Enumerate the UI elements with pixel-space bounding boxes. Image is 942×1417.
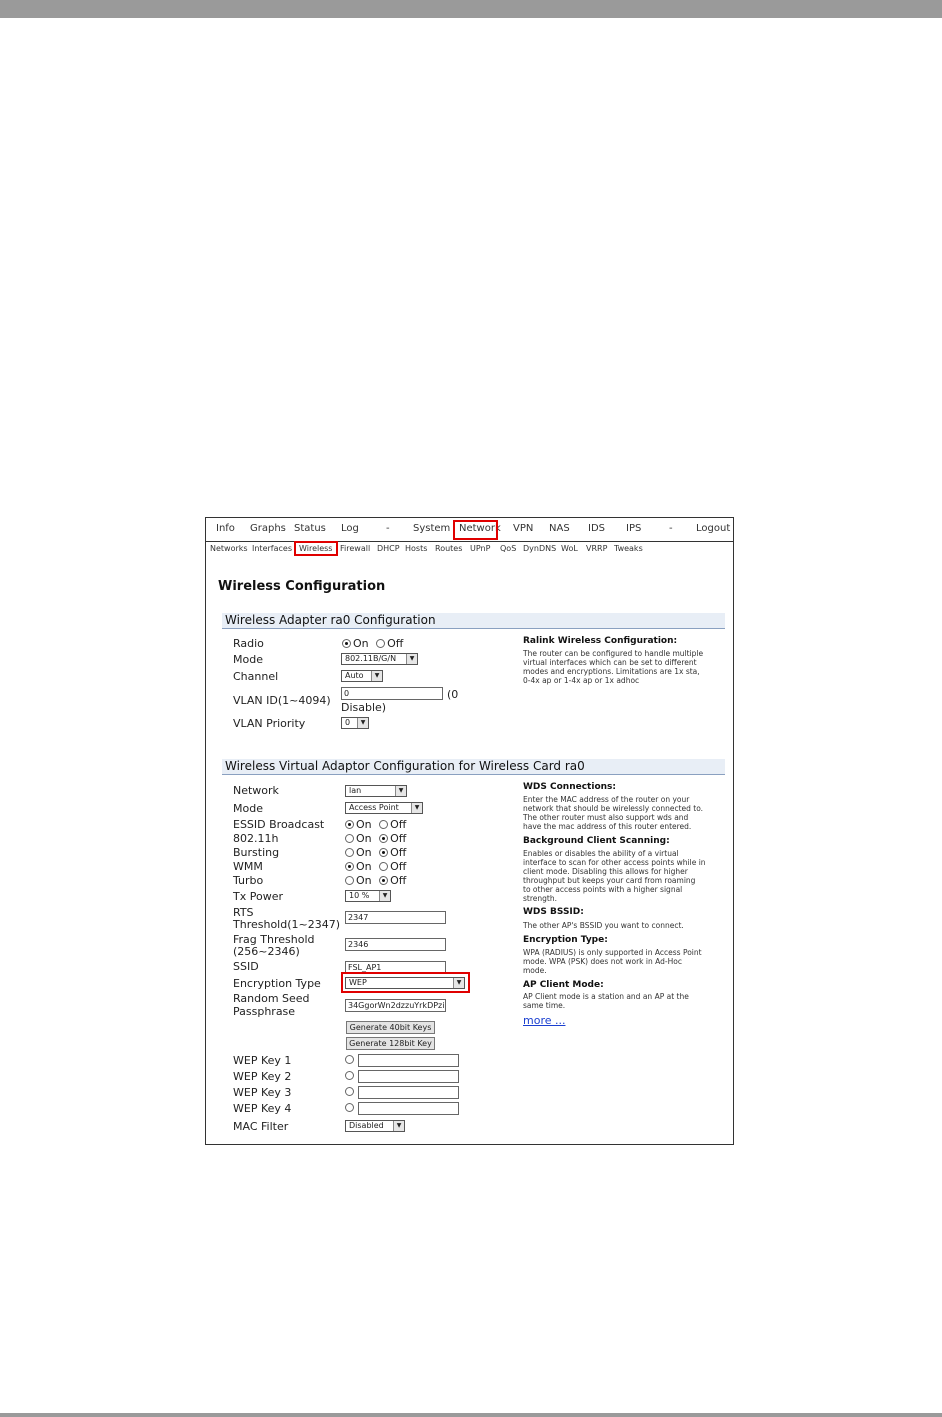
frag-input[interactable]: 2346 bbox=[345, 938, 446, 951]
subnav-wireless[interactable]: Wireless bbox=[299, 544, 333, 553]
network-highlight-box bbox=[453, 520, 498, 540]
radio-on-label: On bbox=[353, 637, 369, 650]
vlan-priority-value: 0 bbox=[345, 718, 351, 727]
frag-label-range: (256~2346) bbox=[233, 945, 300, 958]
nav-separator: - bbox=[669, 523, 673, 534]
wep-key-3-radio bbox=[345, 1086, 356, 1098]
document-header-bar bbox=[0, 0, 942, 18]
encryption-help-title: Encryption Type: bbox=[523, 935, 608, 945]
wep-key-1-input[interactable] bbox=[358, 1054, 459, 1067]
adapter-section-header bbox=[222, 613, 725, 629]
chevron-down-icon: ▼ bbox=[406, 654, 417, 664]
vlan-id-input[interactable]: 0 bbox=[341, 687, 443, 700]
rts-input[interactable]: 2347 bbox=[345, 911, 446, 924]
ssid-label: SSID bbox=[233, 960, 259, 973]
subnav-wol[interactable]: WoL bbox=[561, 544, 578, 553]
nav-ips[interactable]: IPS bbox=[626, 523, 642, 534]
encryption-type-value: WEP bbox=[349, 978, 367, 987]
subnav-routes[interactable]: Routes bbox=[435, 544, 463, 553]
bg-scanning-help-text: Enables or disables the ability of a virtual interface to scan for other access points while in client mode. Disabling this allows for higher throughput but keeps your card from roaming to other access points with a higher signal strength. bbox=[523, 849, 706, 903]
wmm-on-button[interactable] bbox=[345, 862, 354, 871]
vlan-id-label: VLAN ID(1~4094) bbox=[233, 694, 331, 707]
wds-bssid-help-text: The other AP's BSSID you want to connect. bbox=[523, 921, 684, 930]
generate-40bit-keys-button[interactable]: Generate 40bit Keys bbox=[346, 1021, 435, 1034]
chevron-down-icon: ▼ bbox=[371, 671, 382, 681]
turbo-label: Turbo bbox=[233, 874, 264, 887]
chevron-down-icon: ▼ bbox=[411, 803, 422, 813]
nav-status[interactable]: Status bbox=[294, 523, 326, 534]
nav-vpn[interactable]: VPN bbox=[513, 523, 534, 534]
bursting-radio-group: On Off bbox=[345, 847, 406, 859]
essid-label: ESSID Broadcast bbox=[233, 818, 325, 831]
nav-logout[interactable]: Logout bbox=[696, 523, 731, 534]
wep-key-3-label: WEP Key 3 bbox=[233, 1086, 292, 1099]
bursting-off-button[interactable] bbox=[379, 848, 388, 857]
wep-key-4-select-radio[interactable] bbox=[345, 1103, 354, 1112]
subnav-hosts[interactable]: Hosts bbox=[405, 544, 428, 553]
radio-label: Radio bbox=[233, 637, 264, 650]
channel-select[interactable] bbox=[341, 670, 383, 682]
subnav-dhcp[interactable]: DHCP bbox=[377, 544, 400, 553]
wep-key-4-label: WEP Key 4 bbox=[233, 1102, 292, 1115]
n80211h-on-button[interactable] bbox=[345, 834, 354, 843]
channel-label: Channel bbox=[233, 670, 279, 683]
router-web-ui bbox=[205, 517, 734, 1145]
wep-key-1-radio bbox=[345, 1054, 356, 1066]
passphrase-input[interactable]: 34GgorWn2dzzuYrkDPzi bbox=[345, 999, 446, 1012]
txpower-label: Tx Power bbox=[233, 890, 283, 903]
adapter-section-title: Wireless Adapter ra0 Configuration bbox=[225, 613, 436, 627]
seed-label-2: Passphrase bbox=[233, 1005, 296, 1018]
radio-group bbox=[342, 638, 403, 650]
nav-log[interactable]: Log bbox=[341, 523, 359, 534]
radio-off-label: Off bbox=[387, 637, 404, 650]
n80211h-off-button[interactable] bbox=[379, 834, 388, 843]
essid-off-button[interactable] bbox=[379, 820, 388, 829]
ap-client-help-text: AP Client mode is a station and an AP at the same time. bbox=[523, 992, 689, 1010]
frag-label: Frag Threshold bbox=[233, 933, 315, 946]
more-link[interactable]: more ... bbox=[523, 1014, 566, 1027]
mode-label: Mode bbox=[233, 653, 263, 666]
wep-key-4-radio bbox=[345, 1102, 356, 1114]
chevron-down-icon: ▼ bbox=[379, 891, 390, 901]
nav-separator: - bbox=[386, 523, 390, 534]
sub-nav bbox=[206, 541, 733, 557]
bursting-label: Bursting bbox=[233, 846, 280, 859]
n80211h-label: 802.11h bbox=[233, 832, 279, 845]
txpower-select-value: 10 % bbox=[349, 891, 370, 900]
encryption-highlight-box bbox=[341, 972, 470, 993]
chevron-down-icon: ▼ bbox=[395, 786, 406, 796]
nav-ids[interactable]: IDS bbox=[588, 523, 605, 534]
wmm-off-button[interactable] bbox=[379, 862, 388, 871]
turbo-on-button[interactable] bbox=[345, 876, 354, 885]
wireless-highlight-box bbox=[294, 541, 338, 556]
ralink-help-title: Ralink Wireless Configuration: bbox=[523, 636, 678, 646]
channel-select-value: Auto bbox=[345, 671, 364, 680]
chevron-down-icon: ▼ bbox=[357, 718, 368, 728]
subnav-qos[interactable]: QoS bbox=[500, 544, 517, 553]
turbo-radio-group: On Off bbox=[345, 875, 406, 887]
bg-scanning-help-title: Background Client Scanning: bbox=[523, 836, 670, 846]
radio-off-button[interactable] bbox=[376, 639, 385, 648]
vmode-select-value: Access Point bbox=[349, 803, 399, 812]
essid-on-button[interactable] bbox=[345, 820, 354, 829]
wep-key-3-input[interactable] bbox=[358, 1086, 459, 1099]
chevron-down-icon: ▼ bbox=[453, 978, 464, 988]
wep-key-1-label: WEP Key 1 bbox=[233, 1054, 292, 1067]
ssid-input[interactable]: FSL_AP1 bbox=[345, 961, 446, 974]
rts-label: RTS bbox=[233, 906, 254, 919]
mac-filter-value: Disabled bbox=[349, 1121, 384, 1130]
subnav-interfaces[interactable]: Interfaces bbox=[252, 544, 292, 553]
chevron-down-icon: ▼ bbox=[393, 1121, 404, 1131]
radio-on-button[interactable] bbox=[342, 639, 351, 648]
subnav-networks[interactable]: Networks bbox=[210, 544, 248, 553]
n80211h-radio-group: On Off bbox=[345, 833, 406, 845]
network-label: Network bbox=[233, 784, 279, 797]
bursting-on-button[interactable] bbox=[345, 848, 354, 857]
mac-filter-select[interactable] bbox=[345, 1120, 405, 1132]
wmm-radio-group: On Off bbox=[345, 861, 406, 873]
encryption-type-label: Encryption Type bbox=[233, 977, 321, 990]
wep-key-4-input[interactable] bbox=[358, 1102, 459, 1115]
vlan-priority-label: VLAN Priority bbox=[233, 717, 306, 730]
wep-key-2-select-radio[interactable] bbox=[345, 1071, 354, 1080]
document-footer-bar bbox=[0, 1413, 942, 1417]
mode-select[interactable] bbox=[341, 653, 418, 665]
wep-key-3-select-radio[interactable] bbox=[345, 1087, 354, 1096]
seed-label: Random Seed bbox=[233, 992, 310, 1005]
nav-nas[interactable]: NAS bbox=[549, 523, 570, 534]
vlan-id-hint: (0 bbox=[447, 688, 459, 701]
subnav-firewall[interactable]: Firewall bbox=[340, 544, 371, 553]
nav-graphs[interactable]: Graphs bbox=[250, 523, 286, 534]
subnav-dyndns[interactable]: DynDNS bbox=[523, 544, 557, 553]
wep-key-2-label: WEP Key 2 bbox=[233, 1070, 292, 1083]
subnav-tweaks[interactable]: Tweaks bbox=[614, 544, 643, 553]
encryption-help-text: WPA (RADIUS) is only supported in Access Point mode. WPA (PSK) does not work in Ad-Hoc mode. bbox=[523, 948, 702, 975]
virtual-section-header bbox=[222, 759, 725, 775]
turbo-off-button[interactable] bbox=[379, 876, 388, 885]
page-title: Wireless Configuration bbox=[218, 579, 386, 594]
vmode-label: Mode bbox=[233, 802, 263, 815]
wds-connections-help-title: WDS Connections: bbox=[523, 782, 616, 792]
wmm-label: WMM bbox=[233, 860, 263, 873]
rts-label-range: Threshold(1~2347) bbox=[233, 918, 341, 931]
nav-system[interactable]: System bbox=[413, 523, 451, 534]
subnav-upnp[interactable]: UPnP bbox=[470, 544, 491, 553]
wds-connections-help-text: Enter the MAC address of the router on your network that should be wirelessly connected to. The other router must also support wds and have the mac address of this router entered. bbox=[523, 795, 704, 831]
network-select-value: lan bbox=[349, 786, 362, 795]
mode-select-value: 802.11B/G/N bbox=[345, 654, 397, 663]
vlan-priority-select[interactable] bbox=[341, 717, 369, 729]
txpower-select[interactable] bbox=[345, 890, 391, 902]
nav-network[interactable]: Network bbox=[459, 523, 501, 534]
essid-radio-group: On Off bbox=[345, 819, 406, 831]
generate-128bit-key-button[interactable]: Generate 128bit Key bbox=[346, 1037, 435, 1050]
nav-info[interactable]: Info bbox=[216, 523, 235, 534]
wds-bssid-help-title: WDS BSSID: bbox=[523, 907, 584, 917]
subnav-vrrp[interactable]: VRRP bbox=[586, 544, 608, 553]
mac-filter-label: MAC Filter bbox=[233, 1120, 289, 1133]
wep-key-2-input[interactable] bbox=[358, 1070, 459, 1083]
ap-client-help-title: AP Client Mode: bbox=[523, 980, 604, 990]
wep-key-1-select-radio[interactable] bbox=[345, 1055, 354, 1064]
vmode-select[interactable] bbox=[345, 802, 423, 814]
wep-key-2-radio bbox=[345, 1070, 356, 1082]
virtual-section-title: Wireless Virtual Adaptor Configuration for Wireless Card ra0 bbox=[225, 759, 585, 773]
network-select[interactable] bbox=[345, 785, 407, 797]
vlan-id-hint-2: Disable) bbox=[341, 701, 387, 714]
ralink-help-text: The router can be configured to handle multiple virtual interfaces which can be set to different modes and encryptions. Limitations are 1x sta, 0-4x ap or 1-4x ap or 1x adhoc bbox=[523, 649, 704, 685]
